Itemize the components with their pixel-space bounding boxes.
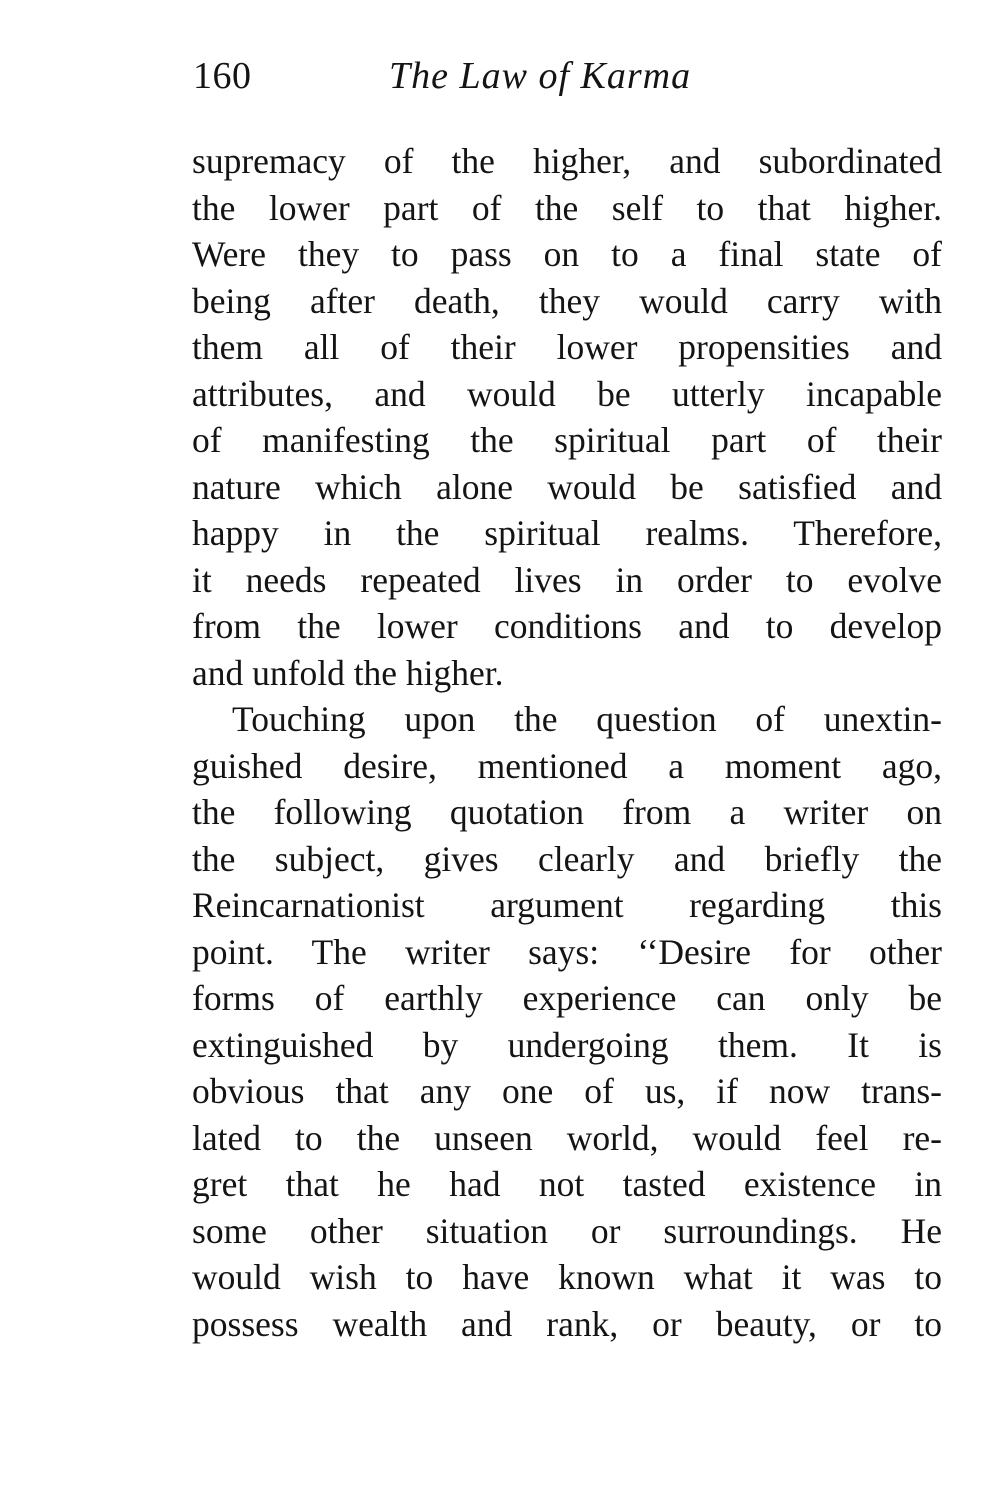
text-line: supremacy of the higher, and subordinated [192, 141, 942, 181]
text-line: lated to the unseen world, would feel re- [192, 1117, 942, 1158]
text-line: from the lower conditions and to develop [192, 606, 942, 646]
paragraph-1 [192, 138, 942, 696]
text-line: extinguished by undergoing them. It is [192, 1024, 942, 1065]
page-header [193, 48, 753, 108]
text-line: the lower part of the self to that higher. [192, 187, 942, 228]
text-line: them all of their lower propensities and [192, 327, 942, 367]
text-line: of manifesting the spiritual part of their [192, 420, 942, 460]
text-line: and unfold the higher. [192, 652, 504, 693]
text-line: nature which alone would be satisfied and [192, 466, 942, 507]
page-number: 160 [193, 55, 252, 97]
paragraph-2 [192, 696, 942, 1347]
text-line: the following quotation from a writer on [192, 792, 942, 832]
body-text [192, 138, 942, 1347]
text-line: would wish to have known what it was to [192, 1257, 942, 1297]
text-line: point. The writer says: ‘‘Desire for other [192, 931, 942, 972]
text-line: some other situation or surroundings. He [192, 1210, 942, 1251]
text-line: Were they to pass on to a final state of [192, 234, 942, 274]
running-title: The Law of Karma [389, 55, 692, 97]
text-line: Reincarnationist argument regarding this [192, 885, 942, 925]
text-line: the subject, gives clearly and briefly the [192, 838, 942, 879]
text-line: obvious that any one of us, if now trans- [192, 1071, 942, 1111]
text-line: being after death, they would carry with [192, 280, 942, 321]
text-line: attributes, and would be utterly incapable [192, 373, 942, 414]
text-line: forms of earthly experience can only be [192, 978, 942, 1018]
text-line: guished desire, mentioned a moment ago, [192, 745, 942, 786]
text-line: it needs repeated lives in order to evolve [192, 559, 942, 600]
text-line: happy in the spiritual realms. Therefore, [192, 513, 942, 553]
text-line: gret that he had not tasted existence in [192, 1164, 942, 1204]
text-line: possess wealth and rank, or beauty, or to [192, 1303, 942, 1344]
text-line: Touching upon the question of unextin- [232, 699, 942, 739]
